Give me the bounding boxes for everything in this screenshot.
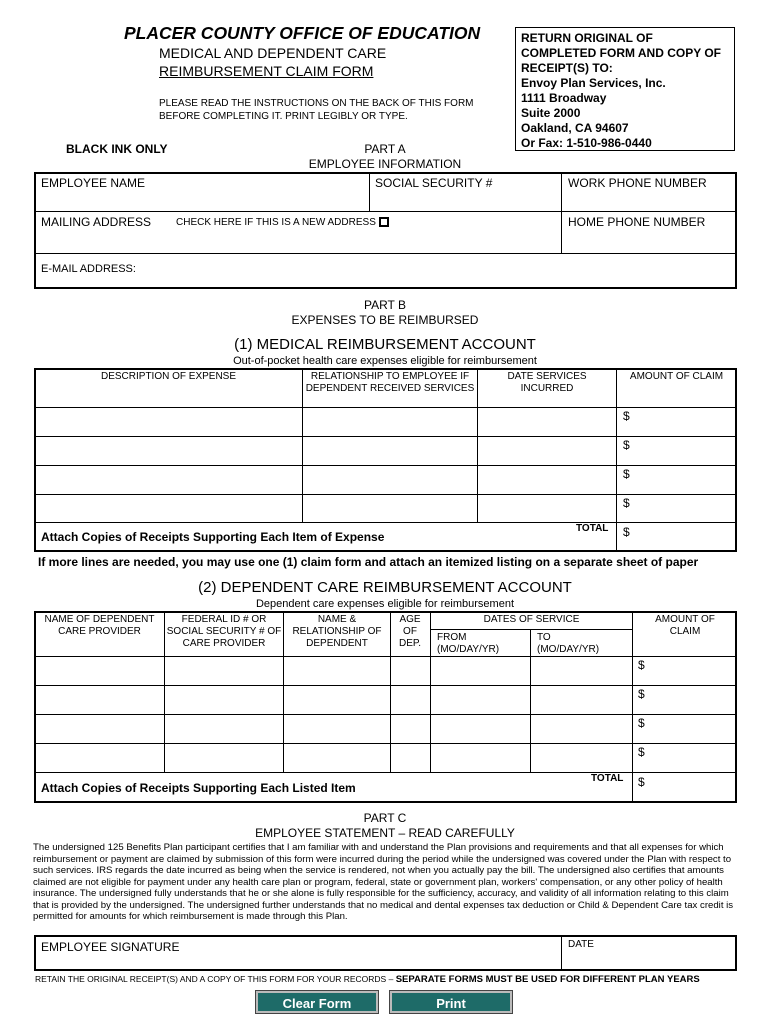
med-amount-row2[interactable]: $ (623, 438, 630, 452)
org-title: PLACER COUNTY OFFICE OF EDUCATION (124, 23, 481, 43)
part-c-title: PART C (363, 811, 407, 825)
dep-amount-row3[interactable]: $ (638, 716, 645, 730)
form-title (159, 44, 386, 80)
form-title-line1: MEDICAL AND DEPENDENT CARE (159, 45, 387, 61)
clear-form-button[interactable]: Clear Form (256, 991, 378, 1013)
new-address-label: CHECK HERE IF THIS IS A NEW ADDRESS (176, 217, 376, 228)
medical-account-sub: Out-of-pocket health care expenses eligible for reimbursement (233, 355, 537, 367)
dep-amount-row1[interactable]: $ (638, 658, 645, 672)
new-address-checkbox[interactable] (380, 218, 388, 226)
part-c-subtitle: EMPLOYEE STATEMENT – READ CAREFULLY (255, 826, 515, 840)
med-amount-row3[interactable]: $ (623, 467, 630, 481)
dep-col-provider: NAME OF DEPENDENT CARE PROVIDER (44, 614, 155, 637)
return-line: COMPLETED FORM AND COPY OF (521, 46, 722, 60)
med-col-relationship: RELATIONSHIP TO EMPLOYEE IF DEPENDENT RECEIVED SERVICES (305, 371, 475, 394)
part-c-heading (185, 811, 585, 841)
part-b-heading (235, 298, 535, 328)
med-total-label: TOTAL (576, 523, 609, 534)
employee-name-field[interactable]: EMPLOYEE NAME (41, 176, 146, 190)
instructions-line1: PLEASE READ THE INSTRUCTIONS ON THE BACK OF THIS FORM (159, 98, 474, 109)
med-amount-row4[interactable]: $ (623, 496, 630, 510)
part-b-subtitle: EXPENSES TO BE REIMBURSED (291, 313, 479, 327)
medical-account-heading: (1) MEDICAL REIMBURSEMENT ACCOUNT (234, 336, 536, 353)
home-phone-field[interactable]: HOME PHONE NUMBER (568, 215, 706, 229)
mailing-address-field[interactable]: MAILING ADDRESS (41, 215, 152, 229)
return-line: RECEIPT(S) TO: (521, 61, 613, 75)
dep-amount-row4[interactable]: $ (638, 745, 645, 759)
med-amount-row1[interactable]: $ (623, 409, 630, 423)
work-phone-field[interactable]: WORK PHONE NUMBER (568, 176, 707, 190)
part-a-heading (285, 142, 485, 172)
med-total-amount[interactable]: $ (623, 525, 630, 539)
more-lines-note: If more lines are needed, you may use one (1) claim form and attach an itemized listing on a separate sheet of paper (38, 555, 699, 569)
ssn-field[interactable]: SOCIAL SECURITY # (375, 176, 493, 190)
dep-col-to: TO (MO/DAY/YR) (537, 632, 600, 655)
dep-total-label: TOTAL (591, 773, 624, 784)
retain-note (35, 974, 700, 985)
part-a-subtitle: EMPLOYEE INFORMATION (308, 157, 462, 171)
part-b-title: PART B (363, 298, 407, 312)
instructions-line2: BEFORE COMPLETING IT. PRINT LEGIBLY OR TYPE. (159, 111, 408, 122)
dep-col-dependent: NAME & RELATIONSHIP OF DEPENDENT (292, 614, 382, 649)
dep-col-dates: DATES OF SERVICE (483, 614, 580, 625)
dep-col-federal-id: FEDERAL ID # OR SOCIAL SECURITY # OF CARE PROVIDER (166, 614, 282, 649)
med-attach-note: Attach Copies of Receipts Supporting Each Item of Expense (41, 530, 385, 544)
dep-col-amount: AMOUNT OF CLAIM (655, 614, 715, 637)
return-line: RETURN ORIGINAL OF (521, 31, 653, 45)
employee-signature-field[interactable]: EMPLOYEE SIGNATURE (41, 940, 180, 954)
return-address-box (515, 27, 735, 151)
separate-forms-text: SEPARATE FORMS MUST BE USED FOR DIFFERENT PLAN YEARS (395, 974, 700, 985)
return-line: Or Fax: 1-510-986-0440 (521, 136, 652, 150)
return-line: Suite 2000 (521, 106, 581, 120)
dep-total-amount[interactable]: $ (638, 775, 645, 789)
retain-text: RETAIN THE ORIGINAL RECEIPT(S) AND A COPY OF THIS FORM FOR YOUR RECORDS – (35, 974, 394, 984)
email-field[interactable]: E-MAIL ADDRESS: (41, 263, 136, 275)
medical-table (34, 368, 737, 552)
black-ink-notice: BLACK INK ONLY (66, 142, 168, 156)
return-line: Envoy Plan Services, Inc. (521, 76, 666, 90)
dependent-account-sub: Dependent care expenses eligible for reimbursement (255, 598, 515, 610)
return-line: 1111 Broadway (521, 91, 607, 105)
print-button[interactable]: Print (390, 991, 512, 1013)
med-col-amount: AMOUNT OF CLAIM (629, 371, 724, 382)
med-col-date: DATE SERVICES INCURRED (507, 371, 587, 394)
new-address-check[interactable] (176, 217, 388, 228)
med-col-description: DESCRIPTION OF EXPENSE (100, 371, 237, 382)
date-field[interactable]: DATE (568, 939, 594, 950)
dep-attach-note: Attach Copies of Receipts Supporting Each Listed Item (41, 781, 356, 795)
form-title-line2: REIMBURSEMENT CLAIM FORM (159, 63, 374, 79)
dependent-account-heading: (2) DEPENDENT CARE REIMBURSEMENT ACCOUNT (198, 579, 572, 596)
instructions (159, 97, 474, 123)
employee-statement: The undersigned 125 Benefits Plan participant certifies that I am familiar with and understand the Plan provisions and requirements and that all expenses for which reimbursement or payment are claimed by submission of this form were incurred during the period while the undersigned was covered under the Plan with respect to such services. IRS regards the date incurred as being when the service is rendered, not when you actually pay the bill. The undersigned also certifies that amounts claimed are not eligible for payment under any health care plan or program, federal, state or government plan, workers' compensation, or any other policy of health insurance. The undersigned fully understands that he or she alone is fully responsible for the sufficiency, accuracy, and validity of all information relating to this claim that is provided by the undersigned. The undersigned further understands that no medical and dental expenses tax deduction or Child & Dependent Care tax credit is permitted for amounts for which reimbursement is made through this Plan. (33, 842, 734, 922)
dep-col-from: FROM (MO/DAY/YR) (437, 632, 500, 655)
dep-col-age: AGE OF DEP. (398, 614, 422, 649)
dep-amount-row2[interactable]: $ (638, 687, 645, 701)
return-line: Oakland, CA 94607 (521, 121, 629, 135)
part-a-title: PART A (364, 142, 406, 156)
